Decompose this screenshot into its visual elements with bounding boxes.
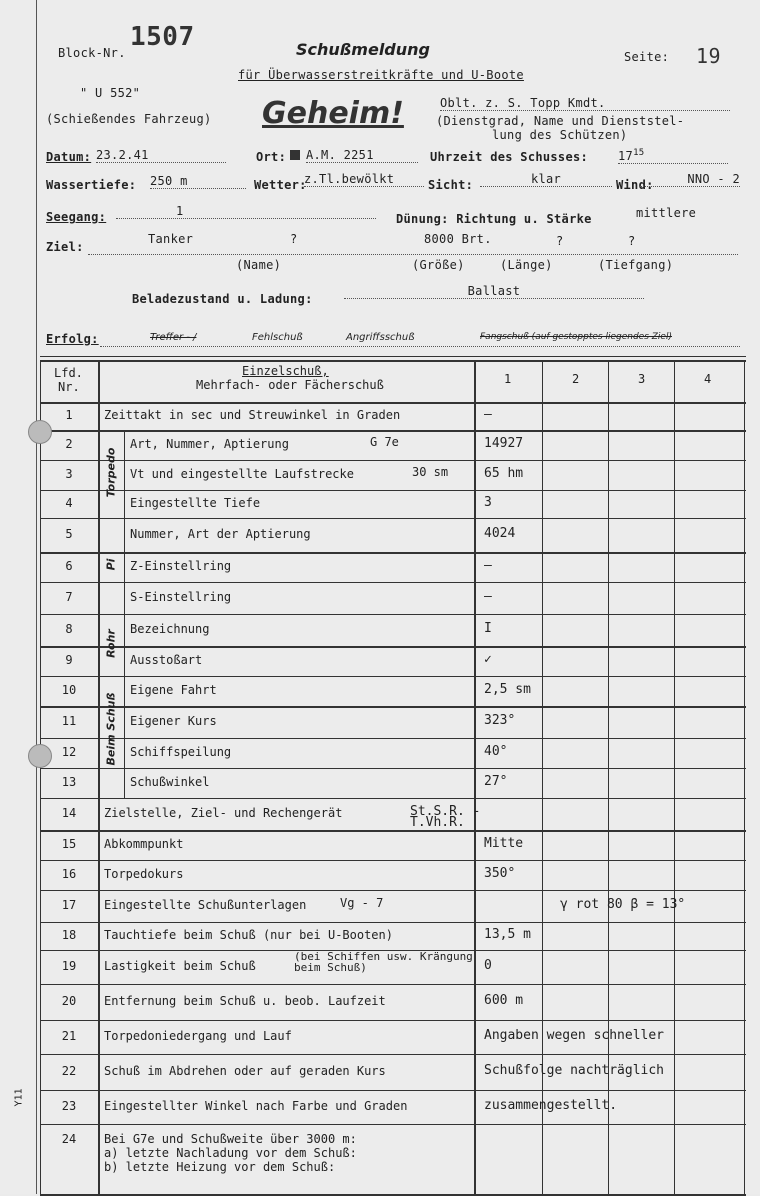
vline-right <box>744 360 745 1194</box>
row-label: Bei G7e und Schußweite über 3000 m: <box>104 1132 357 1146</box>
row-label: Eingestellte Tiefe <box>130 496 261 510</box>
row24-b: b) letzte Heizung vor dem Schuß: <box>104 1160 336 1174</box>
row-nr: 21 <box>61 1029 77 1043</box>
seite-label: Seite: <box>624 50 670 64</box>
row-line-8 <box>40 614 746 615</box>
belade-label: Beladezustand u. Ladung: <box>132 292 313 306</box>
row-value-1: – <box>484 589 492 604</box>
shooter-value: Oblt. z. S. Topp Kmdt. <box>440 96 730 111</box>
shot-table <box>40 360 746 1194</box>
erfolg-angriff: Angriffsschuß <box>346 332 415 343</box>
erfolg-fangschuss: Fangschuß (auf gestopptes liegendes Ziel) <box>480 332 672 342</box>
wassertiefe-value: 250 m <box>150 174 246 189</box>
row-label: Schußwinkel <box>130 775 210 789</box>
row-nr: 3 <box>65 467 73 481</box>
row-nr: 2 <box>65 437 73 451</box>
shooter-caption-2: lung des Schützen) <box>492 128 628 142</box>
seite-value: 19 <box>696 44 722 68</box>
row-value-1: 0 <box>484 958 492 973</box>
row-label: Eigene Fahrt <box>130 683 217 697</box>
row-value-1: 3 <box>484 495 492 510</box>
row-extra: St.S.R. - T.Vh.R. <box>410 804 481 830</box>
row-label: Z-Einstellring <box>130 559 232 573</box>
row-nr: 22 <box>61 1064 77 1078</box>
erfolg-treffer: Treffer - / <box>150 332 197 343</box>
row-value-1: γ rot 80 β = 13° <box>560 897 686 912</box>
row-value-1: Schußfolge nachträglich <box>484 1063 665 1078</box>
row-line-20 <box>40 984 746 985</box>
head-lfd: Lfd. <box>54 366 83 380</box>
row-label: Torpedokurs <box>104 867 184 881</box>
row-value-1: 323° <box>484 713 516 728</box>
row-value-1: – <box>484 407 492 422</box>
row-line-23 <box>40 1090 746 1091</box>
punch-hole-top <box>28 420 52 444</box>
row-label: Tauchtiefe beim Schuß (nur bei U-Booten) <box>104 928 393 942</box>
datum-label: Datum: <box>46 150 92 164</box>
row-label: Art, Nummer, Aptierung <box>130 437 289 451</box>
row-value-1: zusammengestellt. <box>484 1098 618 1113</box>
row-nr: 18 <box>61 928 77 942</box>
row-label: Ausstoßart <box>130 653 203 667</box>
ziel-dotline <box>88 254 738 255</box>
left-margin-line <box>36 0 37 1194</box>
table-top-border <box>40 360 746 362</box>
row-line-3 <box>40 460 746 461</box>
belade-value: Ballast <box>344 284 644 299</box>
head-col-3: 3 <box>638 372 646 386</box>
row-line-24 <box>40 1124 746 1125</box>
row-nr: 24 <box>61 1132 77 1146</box>
secret-stamp: Geheim! <box>262 96 404 131</box>
row-nr: 20 <box>61 994 77 1008</box>
erfolg-dotline <box>100 346 740 347</box>
row-line-10 <box>40 676 746 677</box>
row-value-1: 4024 <box>484 526 516 541</box>
row-line-12 <box>40 738 746 739</box>
row-label: Torpedoniedergang und Lauf <box>104 1029 292 1043</box>
row-label: Abkommpunkt <box>104 837 184 851</box>
row-line-13 <box>40 768 746 769</box>
wind-value: NNO - 2 <box>640 172 740 187</box>
row-value-1: 14927 <box>484 436 524 451</box>
row-line-21 <box>40 1020 746 1021</box>
vline-c1 <box>474 360 476 1194</box>
group-label-pi: Pi <box>104 558 118 571</box>
row-line-16 <box>40 860 746 861</box>
block-label: Block-Nr. <box>58 46 126 60</box>
erfolg-label: Erfolg: <box>46 332 99 346</box>
row-nr: 9 <box>65 653 73 667</box>
table-top-border-2 <box>40 356 746 357</box>
row-nr: 14 <box>61 806 77 820</box>
row-line-15 <box>40 830 746 832</box>
head-col-1: 1 <box>504 372 512 386</box>
row-value-1: I <box>484 621 492 636</box>
caption-tiefgang: (Tiefgang) <box>598 258 674 272</box>
row-line-9 <box>40 646 746 648</box>
datum-value: 23.2.41 <box>96 148 226 163</box>
row-label: Entfernung beim Schuß u. beob. Laufzeit <box>104 994 386 1008</box>
seegang-label: Seegang: <box>46 210 107 224</box>
vline-desc <box>98 360 100 1194</box>
shooter-caption-1: (Dienstgrad, Name und Dienststel- <box>436 114 685 128</box>
ort-box <box>290 150 300 160</box>
row-line-2 <box>40 430 746 432</box>
head-nr: Nr. <box>58 380 80 394</box>
wetter-label: Wetter: <box>254 178 307 192</box>
row-value-1: 40° <box>484 744 508 759</box>
block-value: 1507 <box>130 22 195 52</box>
row-label: Eingestellter Winkel nach Farbe und Graden <box>104 1099 408 1113</box>
row-line-5 <box>40 518 746 519</box>
row-label: Zielstelle, Ziel- und Rechengerät <box>104 806 343 820</box>
head-col-2: 2 <box>572 372 580 386</box>
form-subtitle: für Überwasserstreitkräfte und U-Boote <box>238 68 524 82</box>
row-value-1: 27° <box>484 774 508 789</box>
row-extra: Vg - 7 <box>340 896 384 910</box>
row-nr: 11 <box>61 714 77 728</box>
ziel-groesse: 8000 Brt. <box>424 232 492 246</box>
boat-value: " U 552" <box>80 86 141 100</box>
vline-c4 <box>674 360 675 1194</box>
row-value-1: 13,5 m <box>484 927 531 942</box>
row-line-22 <box>40 1054 746 1055</box>
margin-note: Y11 <box>13 1088 25 1107</box>
head-col-4: 4 <box>704 372 712 386</box>
group-label-torpedo: Torpedo <box>104 447 118 498</box>
row-label: Lastigkeit beim Schuß <box>104 959 256 973</box>
row-label: Nummer, Art der Aptierung <box>130 527 311 541</box>
row24-a: a) letzte Nachladung vor dem Schuß: <box>104 1146 357 1160</box>
row-value-1: 350° <box>484 866 516 881</box>
sicht-value: klar <box>480 172 612 187</box>
form-title: Schußmeldung <box>296 40 430 59</box>
row-nr: 4 <box>65 496 73 510</box>
ziel-q3: ? <box>628 234 636 248</box>
row-nr: 13 <box>61 775 77 789</box>
seegang-value: 1 <box>116 204 376 219</box>
row-line-6 <box>40 552 746 554</box>
wassertiefe-label: Wassertiefe: <box>46 178 137 192</box>
group-label-beim-schuss: Beim Schuß <box>104 692 118 766</box>
row-nr: 8 <box>65 622 73 636</box>
ort-label: Ort: <box>256 150 287 164</box>
punch-hole-bottom <box>28 744 52 768</box>
ziel-name: Tanker <box>148 232 194 246</box>
ort-value: A.M. 2251 <box>306 148 418 163</box>
row-nr: 6 <box>65 559 73 573</box>
row-extra: G 7e <box>370 435 399 449</box>
row-value-1: – <box>484 558 492 573</box>
sicht-label: Sicht: <box>428 178 474 192</box>
row-label: Bezeichnung <box>130 622 210 636</box>
caption-name: (Name) <box>236 258 282 272</box>
ziel-label: Ziel: <box>46 240 84 254</box>
caption-groesse: (Größe) <box>412 258 465 272</box>
boat-caption: (Schießendes Fahrzeug) <box>46 112 212 126</box>
row-value-1: Mitte <box>484 836 524 851</box>
wetter-value: z.Tl.bewölkt <box>304 172 424 187</box>
ziel-q1: ? <box>290 232 298 246</box>
row-label: Zeittakt in sec und Streuwinkel in Graden <box>104 408 401 422</box>
row-line-14 <box>40 798 746 799</box>
row-extra: (bei Schiffen usw. Krängung beim Schuß) <box>294 950 473 974</box>
duenung-value: mittlere <box>636 206 697 220</box>
row-nr: 12 <box>61 745 77 759</box>
row-label: Eigener Kurs <box>130 714 217 728</box>
erfolg-fehlschuss: Fehlschuß <box>252 332 303 343</box>
row-nr: 1 <box>65 408 73 422</box>
row-label: Schuß im Abdrehen oder auf geraden Kurs <box>104 1064 386 1078</box>
head-desc-1: Einzelschuß, <box>242 364 329 378</box>
head-desc-2: Mehrfach- oder Fächerschuß <box>196 378 384 392</box>
row-line-17 <box>40 890 746 891</box>
row-line-18 <box>40 922 746 923</box>
row-nr: 17 <box>61 898 77 912</box>
row-extra: 30 sm <box>412 465 449 479</box>
row-value-1: 600 m <box>484 993 524 1008</box>
row-nr: 15 <box>61 837 77 851</box>
row-label: Eingestellte Schußunterlagen <box>104 898 307 912</box>
uhrzeit-label: Uhrzeit des Schusses: <box>430 150 589 164</box>
row-label: Schiffspeilung <box>130 745 232 759</box>
row-value-1: Angaben wegen schneller <box>484 1028 665 1043</box>
group-label-rohr: Rohr <box>104 629 118 658</box>
duenung-label: Dünung: Richtung u. Stärke <box>396 212 592 226</box>
caption-laenge: (Länge) <box>500 258 553 272</box>
ziel-q2: ? <box>556 234 564 248</box>
row-nr: 19 <box>61 959 77 973</box>
row-nr: 10 <box>61 683 77 697</box>
row-line-7 <box>40 582 746 583</box>
row-label: S-Einstellring <box>130 590 232 604</box>
row-line-4 <box>40 490 746 491</box>
row-value-1: ✓ <box>484 652 492 667</box>
row-nr: 23 <box>61 1099 77 1113</box>
row-value-1: 65 hm <box>484 466 524 481</box>
row-nr: 5 <box>65 527 73 541</box>
row-label: Vt und eingestellte Laufstrecke <box>130 467 354 481</box>
uhrzeit-value: $17^{15}$ <box>618 148 728 164</box>
row-line-11 <box>40 706 746 708</box>
row-nr: 16 <box>61 867 77 881</box>
row-line-1 <box>40 402 746 404</box>
row-value-1: 2,5 sm <box>484 682 531 697</box>
wind-label: Wind: <box>616 178 654 192</box>
row-nr: 7 <box>65 590 73 604</box>
